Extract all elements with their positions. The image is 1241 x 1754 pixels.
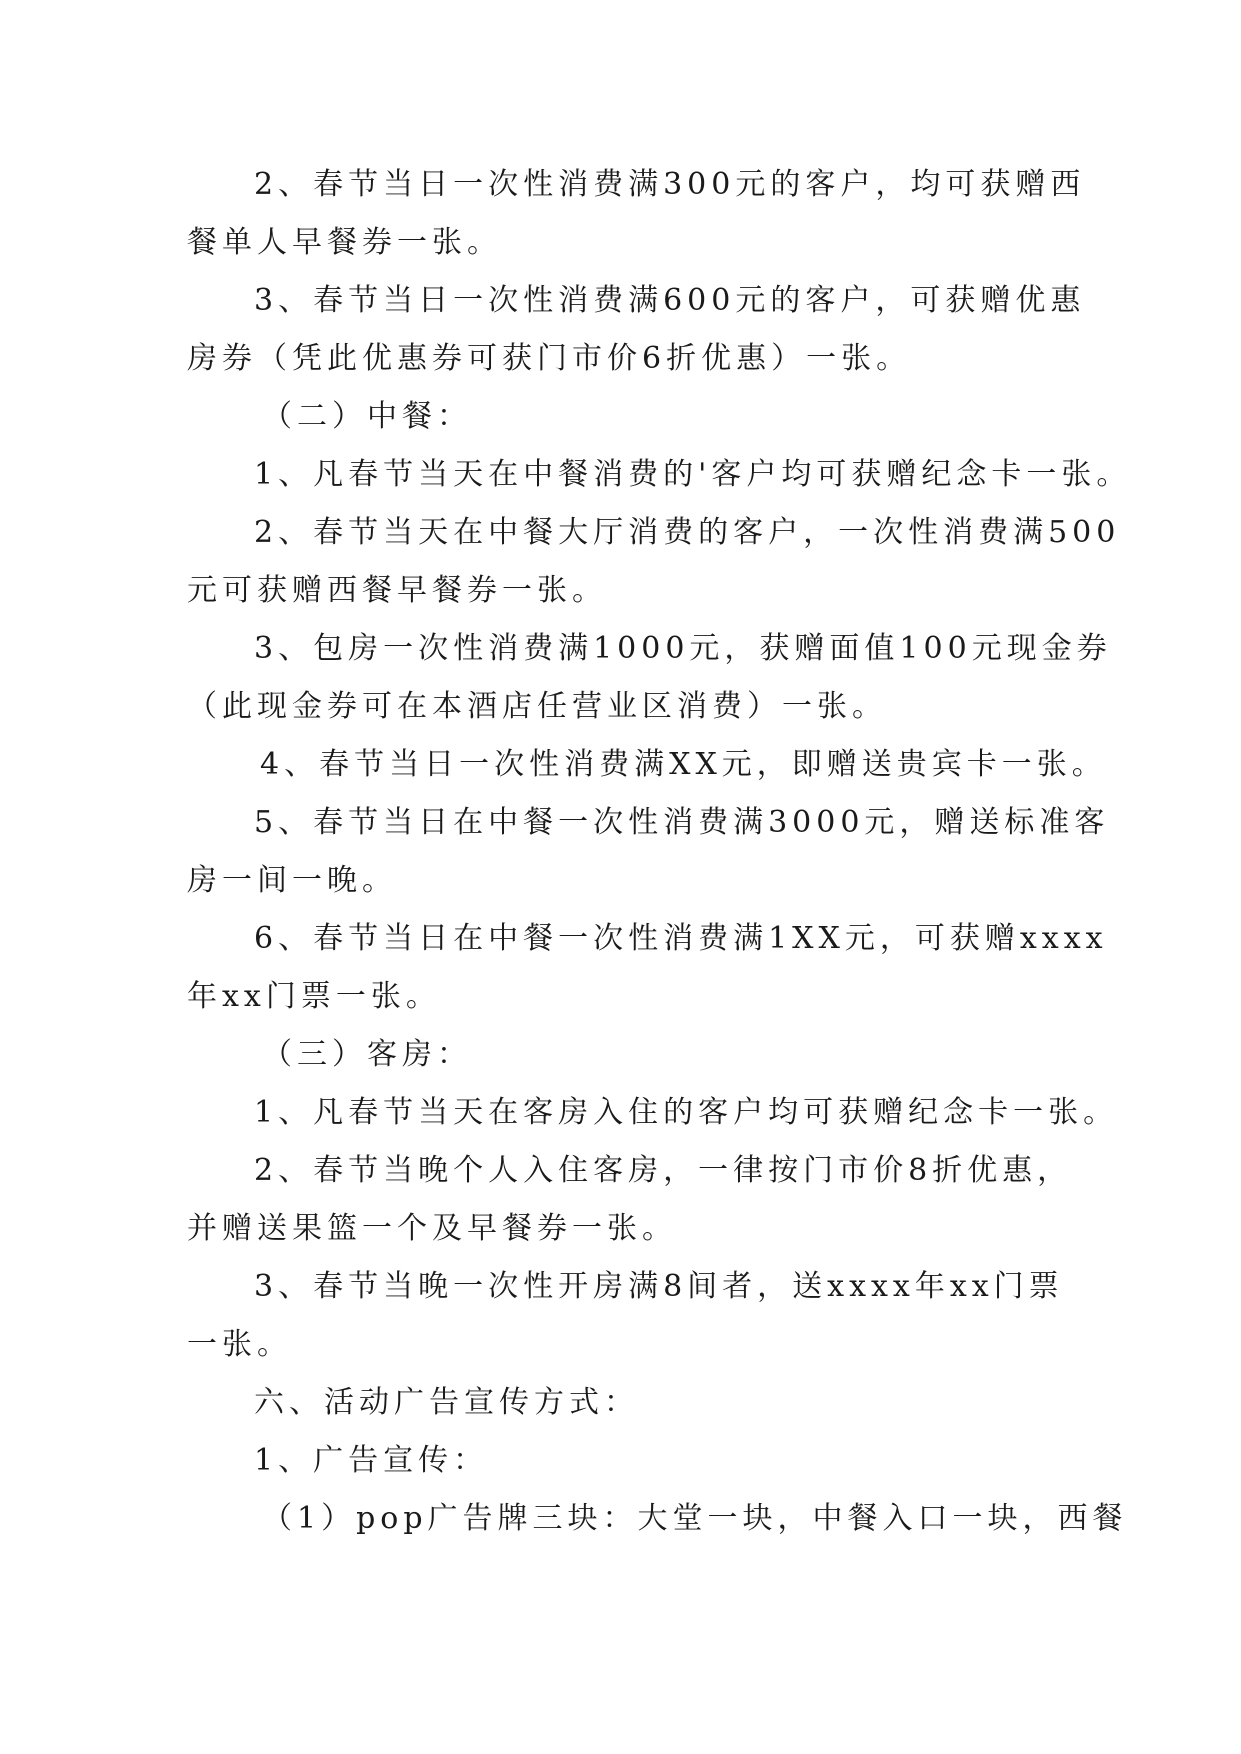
paragraph-line: 年xx门票一张。 bbox=[187, 979, 441, 1014]
paragraph-line: （此现金券可在本酒店任营业区消费）一张。 bbox=[187, 689, 887, 724]
paragraph-line: 并赠送果篮一个及早餐券一张。 bbox=[187, 1211, 677, 1246]
paragraph-line: 3、春节当晚一次性开房满8间者，送xxxx年xx门票 bbox=[254, 1269, 1064, 1304]
section-heading: （三）客房： bbox=[262, 1037, 472, 1072]
section-heading: （二）中餐： bbox=[262, 399, 472, 434]
paragraph-line: （1）pop广告牌三块：大堂一块，中餐入口一块，西餐 bbox=[262, 1501, 1128, 1536]
paragraph-line: 1、广告宣传： bbox=[254, 1443, 489, 1478]
paragraph-line: 3、春节当日一次性消费满600元的客户，可获赠优惠 bbox=[254, 283, 1086, 318]
paragraph-line: 2、春节当晚个人入住客房，一律按门市价8折优惠， bbox=[254, 1153, 1073, 1188]
paragraph-line: 餐单人早餐券一张。 bbox=[187, 225, 502, 260]
paragraph-line: 2、春节当日一次性消费满300元的客户，均可获赠西 bbox=[254, 167, 1086, 202]
paragraph-line: 房一间一晚。 bbox=[187, 863, 397, 898]
paragraph-line: 房券（凭此优惠券可获门市价6折优惠）一张。 bbox=[187, 341, 912, 376]
paragraph-line: 4、春节当日一次性消费满XX元，即赠送贵宾卡一张。 bbox=[260, 747, 1107, 782]
paragraph-line: 元可获赠西餐早餐券一张。 bbox=[187, 573, 607, 608]
paragraph-line: 1、凡春节当天在中餐消费的'客户均可获赠纪念卡一张。 bbox=[254, 457, 1132, 492]
section-heading: 六、活动广告宣传方式： bbox=[254, 1385, 639, 1420]
paragraph-line: 5、春节当日在中餐一次性消费满3000元，赠送标准客 bbox=[254, 805, 1110, 840]
paragraph-line: 1、凡春节当天在客房入住的客户均可获赠纪念卡一张。 bbox=[254, 1095, 1119, 1130]
paragraph-line: 一张。 bbox=[187, 1327, 292, 1362]
paragraph-line: 2、春节当天在中餐大厅消费的客户，一次性消费满500 bbox=[254, 515, 1121, 550]
paragraph-line: 3、包房一次性消费满1000元，获赠面值100元现金券 bbox=[254, 631, 1112, 666]
paragraph-line: 6、春节当日在中餐一次性消费满1XX元，可获赠xxxx bbox=[254, 921, 1108, 956]
